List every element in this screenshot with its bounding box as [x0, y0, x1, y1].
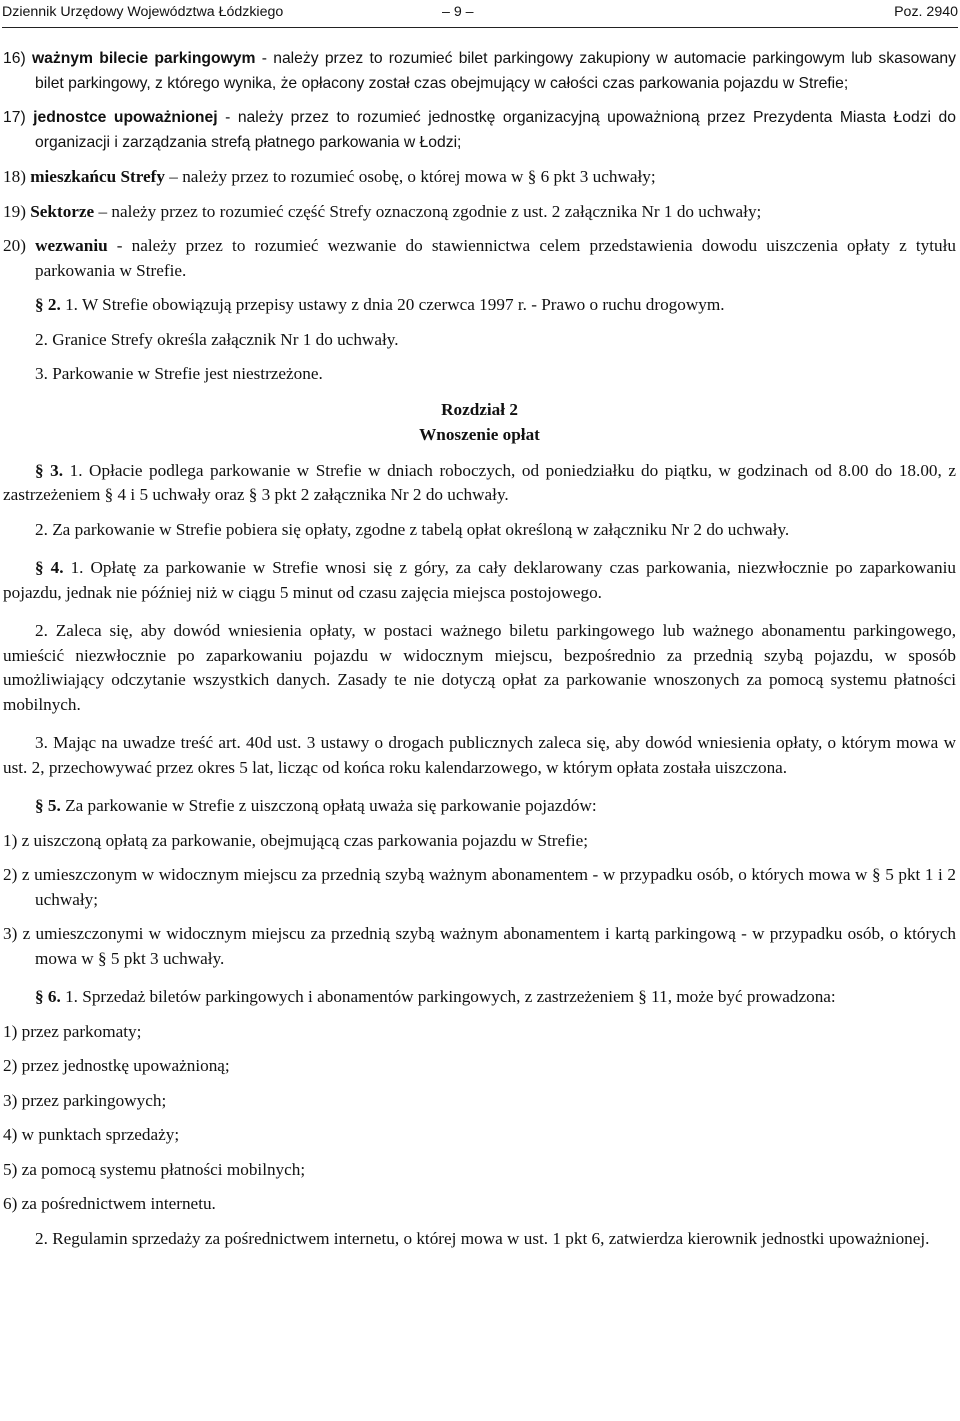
- section-label: § 2.: [35, 295, 61, 314]
- definition-18: [3, 165, 956, 190]
- chapter-heading: [3, 397, 956, 447]
- section-label: § 6.: [35, 987, 61, 1006]
- definition-number: 16): [3, 50, 32, 67]
- list-item: 3) przez parkingowych;: [3, 1090, 167, 1110]
- definition-20: [3, 234, 956, 283]
- section-4-paragraph-1: [3, 556, 956, 605]
- definition-number: 18): [3, 167, 31, 186]
- definition-17: [3, 106, 956, 155]
- section-label: § 5.: [35, 796, 61, 815]
- definition-text: – należy przez to rozumieć część Strefy oznaczoną zgodnie z ust. 2 załącznika Nr 1 do uchwały;: [94, 201, 762, 221]
- list-item: 4) w punktach sprzedaży;: [3, 1125, 180, 1144]
- definition-number: 17): [3, 109, 34, 126]
- page-header: [2, 0, 958, 28]
- section-2-paragraph-2: 2. Granice Strefy określa załącznik Nr 1 do uchwały.: [35, 329, 399, 349]
- list-item: 2) przez jednostkę upoważnioną;: [3, 1056, 230, 1075]
- list-item: 1) z uiszczoną opłatą za parkowanie, obejmującą czas parkowania pojazdu w Strefie;: [3, 830, 589, 850]
- paragraph-text: 1. Opłacie podlega parkowanie w Strefie w dniach roboczych, od poniedziałku do piątku, w godzinach od 8.00 do 18.00, z zastrzeżeniem § 4 i 5 uchwały oraz § 3 pkt 2 załącznika Nr 2 do uchwały.: [3, 460, 956, 504]
- section-2-paragraph-1: [3, 293, 956, 318]
- document-body: [3, 47, 956, 1261]
- definition-19: [3, 200, 956, 225]
- paragraph-text: 1. W Strefie obowiązują przepisy ustawy z dnia 20 czerwca 1997 r. - Prawo o ruchu drogowym.: [60, 295, 725, 314]
- definition-term: wezwaniu: [35, 236, 108, 255]
- journal-title: Dziennik Urzędowy Województwa Łódzkiego: [2, 4, 284, 20]
- section-4-paragraph-3: 3. Mając na uwadze treść art. 40d ust. 3 ustawy o drogach publicznych zaleca się, aby dowód wniesienia opłaty, o którym mowa w ust. 2, przechowywać przez okres 5 lat, licząc od końca roku kalendarzowego, w którym opłata została uiszczona.: [3, 733, 956, 777]
- section-4-paragraph-2: 2. Zaleca się, aby dowód wniesienia opłaty, w postaci ważnego biletu parkingowego lub ważnego abonamentu parkingowego, umieścić niezwłocznie po zaparkowaniu pojazdu w widocznym miejscu, bezpośrednio za przednią szybą pojazdu, w sposób umożliwiający odczytanie wszystkich danych. Zasady te nie dotyczą opłat za parkowanie wnoszonych za pomocą systemu płatności mobilnych.: [3, 621, 956, 714]
- section-3-paragraph-1: [3, 459, 956, 508]
- definition-number: 19): [3, 201, 31, 221]
- list-item: 1) przez parkomaty;: [3, 1021, 142, 1041]
- section-3-paragraph-2: 2. Za parkowanie w Strefie pobiera się opłaty, zgodne z tabelą opłat określoną w załączniku Nr 2 do uchwały.: [35, 519, 790, 539]
- definition-term: ważnym bilecie parkingowym: [31, 50, 256, 67]
- section-6-paragraph-2: 2. Regulamin sprzedaży za pośrednictwem internetu, o której mowa w ust. 1 pkt 6, zatwierdza kierownik jednostki upoważnionej.: [35, 1228, 930, 1248]
- section-2-paragraph-3: 3. Parkowanie w Strefie jest niestrzeżone.: [35, 364, 323, 383]
- section-6-intro: [3, 985, 956, 1010]
- chapter-title: Rozdział 2: [441, 399, 518, 419]
- section-label: § 3.: [35, 460, 64, 480]
- definition-term: mieszkańcu Strefy: [30, 167, 165, 186]
- list-item: 5) za pomocą systemu płatności mobilnych;: [3, 1159, 306, 1179]
- definition-number: 20): [3, 236, 36, 255]
- paragraph-text: Za parkowanie w Strefie z uiszczoną opłatą uważa się parkowanie pojazdów:: [60, 796, 597, 815]
- paragraph-text: 1. Opłatę za parkowanie w Strefie wnosi się z góry, za cały deklarowany czas parkowania, niezwłocznie po zaparkowaniu pojazdu, jednak nie później niż w ciągu 5 minut od czasu zajęcia miejsca postojowego.: [3, 558, 956, 602]
- list-item: 3) z umieszczonymi w widocznym miejscu za przednią szybą ważnym abonamentem i kartą parkingową - w przypadku osób, o których mowa w § 5 pkt 3 uchwały.: [3, 924, 956, 968]
- definition-term: jednostce upoważnionej: [33, 109, 218, 126]
- definition-text: - należy przez to rozumieć wezwanie do stawiennictwa celem przedstawienia dowodu uiszczenia opłaty z tytułu parkowania w Strefie.: [35, 236, 956, 280]
- definition-text: - należy przez to rozumieć bilet parkingowy zakupiony w automacie parkingowym lub skasowany bilet parkingowy, z którego wynika, że opłacony został czas obejmujący w całości czas parkowania pojazdu w Strefie;: [35, 50, 956, 92]
- list-item: 6) za pośrednictwem internetu.: [3, 1194, 216, 1213]
- position-number: Poz. 2940: [894, 4, 958, 20]
- definition-16: [3, 47, 956, 96]
- paragraph-text: 1. Sprzedaż biletów parkingowych i abonamentów parkingowych, z zastrzeżeniem § 11, może być prowadzona:: [60, 987, 836, 1006]
- list-item: 2) z umieszczonym w widocznym miejscu za przednią szybą ważnym abonamentem - w przypadku osób, o których mowa w § 5 pkt 1 i 2 uchwały;: [3, 865, 956, 909]
- definition-term: Sektorze: [30, 201, 95, 221]
- page-number: – 9 –: [442, 4, 474, 20]
- definition-text: – należy przez to rozumieć osobę, o której mowa w § 6 pkt 3 uchwały;: [165, 167, 656, 186]
- section-label: § 4.: [35, 558, 64, 577]
- definition-text: - należy przez to rozumieć jednostkę organizacyjną upoważnioną przez Prezydenta Miasta Łodzi do organizacji i zarządzania strefą płatnego parkowania w Łodzi;: [35, 109, 956, 151]
- chapter-subtitle: Wnoszenie opłat: [419, 424, 540, 444]
- section-5-intro: [3, 794, 956, 819]
